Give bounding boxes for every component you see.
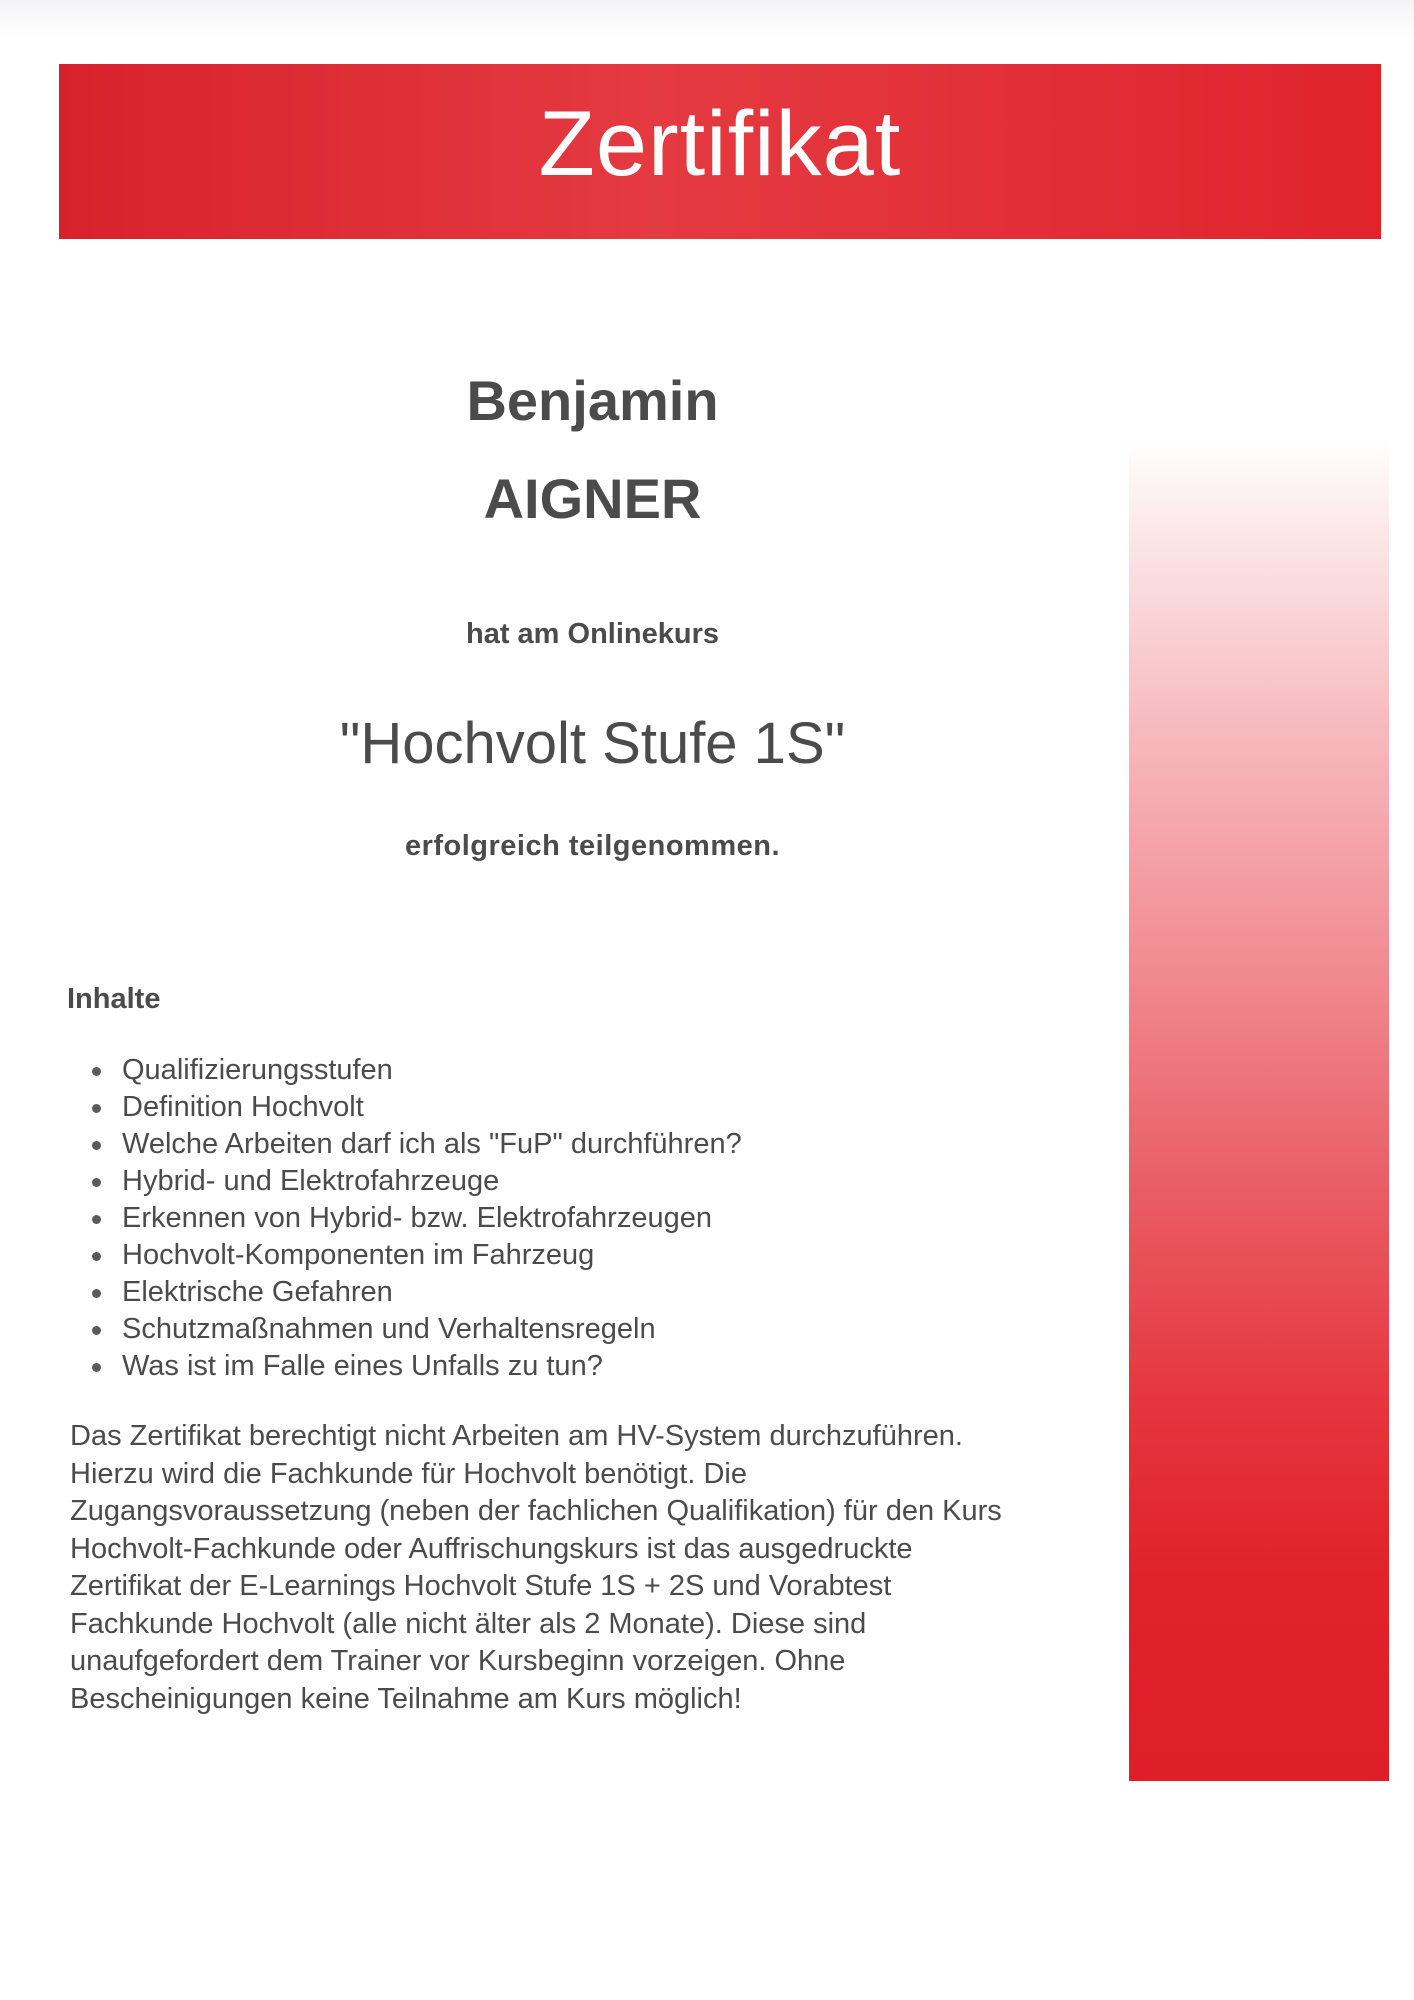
notice-line: Fachkunde Hochvolt (alle nicht älter als 2 Monate). Diese sind [70,1607,867,1640]
list-item [88,1311,742,1348]
list-item-label: Was ist im Falle eines Unfalls zu tun? [122,1350,603,1382]
statement-intro: hat am Onlinekurs [465,618,719,650]
contents-list [88,1052,742,1385]
notice-line: Hierzu wird die Fachkunde für Hochvolt benötigt. Die [70,1457,747,1490]
header-banner [59,64,1381,239]
course-title: "Hochvolt Stufe 1S" [339,711,846,776]
list-item [88,1237,742,1274]
bullet-icon [92,1141,101,1150]
list-item [88,1274,742,1311]
bullet-icon [92,1215,101,1224]
bullet-icon [92,1178,101,1187]
bullet-icon [92,1363,101,1372]
bullet-icon [92,1252,101,1261]
notice-line: Zertifikat der E-Learnings Hochvolt Stufe 1S + 2S und Vorabtest [70,1570,892,1602]
bullet-icon [92,1326,101,1335]
list-item-label: Elektrische Gefahren [122,1276,393,1308]
notice-line: unaufgefordert dem Trainer vor Kursbeginn vorzeigen. Ohne [70,1645,846,1677]
recipient-first-name: Benjamin [466,369,719,432]
list-item [88,1163,742,1200]
notice-paragraph [70,1418,1130,1718]
list-item-label: Qualifizierungsstufen [122,1054,393,1086]
certificate-title: Zertifikat [538,93,902,195]
recipient-last-name: AIGNER [483,467,702,530]
contents-heading: Inhalte [67,983,161,1015]
notice-line: Bescheinigungen keine Teilnahme am Kurs möglich! [70,1682,742,1715]
bullet-icon [92,1067,101,1076]
bullet-icon [92,1289,101,1298]
list-item [88,1052,742,1089]
list-item-label: Hybrid- und Elektrofahrzeuge [122,1165,500,1197]
list-item-label: Erkennen von Hybrid- bzw. Elektrofahrzeugen [122,1202,712,1234]
notice-line: Das Zertifikat berechtigt nicht Arbeiten am HV-System durchzuführen. [70,1420,963,1452]
list-item [88,1089,742,1126]
statement-outro: erfolgreich teilgenommen. [404,830,781,862]
notice-line: Hochvolt-Fachkunde oder Auffrischungskurs ist das ausgedruckte [70,1532,913,1565]
list-item [88,1126,742,1163]
list-item-label: Welche Arbeiten darf ich als "FuP" durchführen? [122,1128,742,1160]
list-item-label: Schutzmaßnahmen und Verhaltensregeln [122,1313,656,1345]
notice-line: Zugangsvoraussetzung (neben der fachlichen Qualifikation) für den Kurs [70,1495,1002,1527]
bullet-icon [92,1104,101,1113]
list-item-label: Definition Hochvolt [122,1091,364,1123]
list-item [88,1200,742,1237]
list-item [88,1348,742,1385]
list-item-label: Hochvolt-Komponenten im Fahrzeug [122,1239,595,1271]
